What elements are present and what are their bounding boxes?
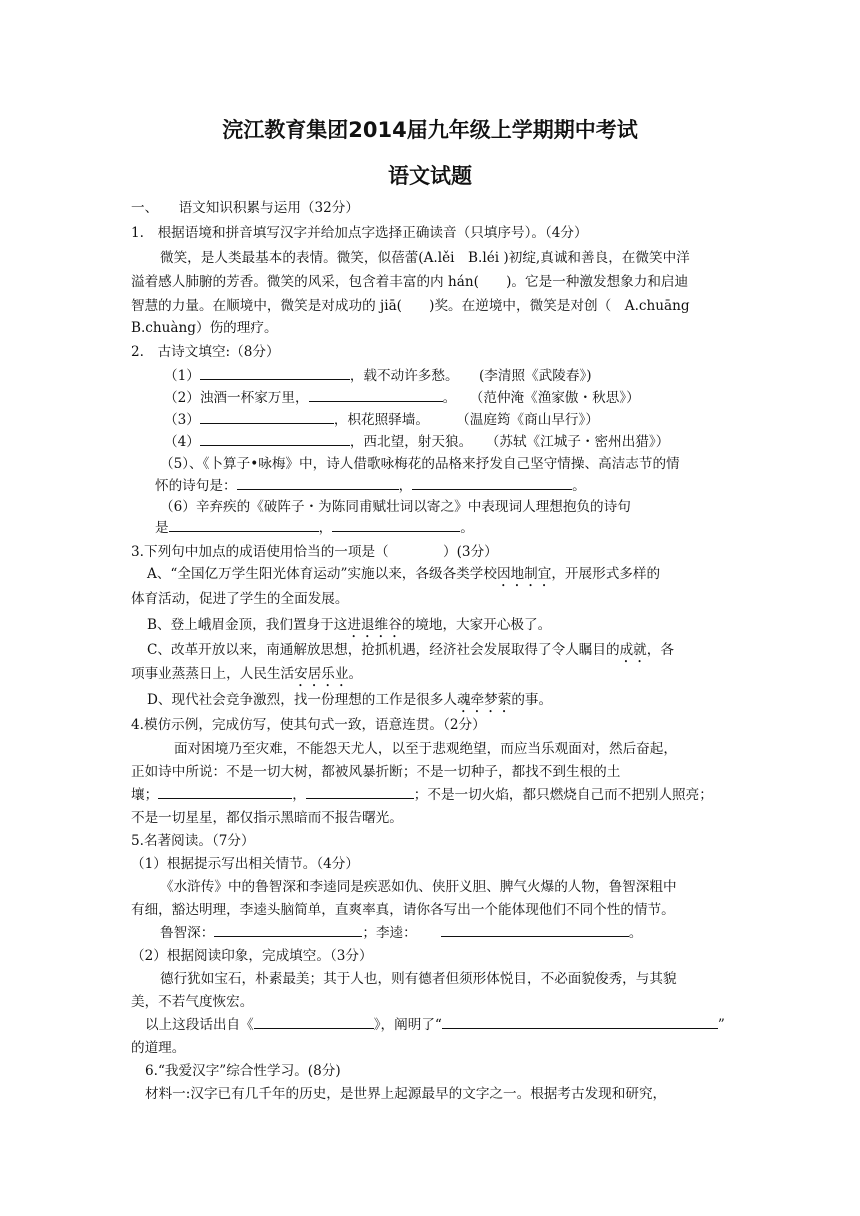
answer-blank[interactable]: [442, 1014, 718, 1029]
poem-line-4: （4） ，西北望，射天狼。 （苏轼《江城子・密州出猎》）: [164, 430, 669, 450]
question-1-passage-line: 微笑，是人类最基本的表情。微笑，似蓓蕾(A.lěi B.léi )初绽,真诚和善良，在微笑中洋: [160, 250, 690, 266]
option-a: A、“全国亿万学生阳光体育运动”实施以来，各级各类学校因地制宜，开展形式多样的: [147, 566, 661, 582]
option-a-cont: 体育活动，促进了学生的全面发展。: [131, 591, 349, 607]
answer-blank[interactable]: [306, 784, 414, 799]
question-5-text: 有细，豁达明理，李逵头脑简单，直爽率真，请你各写出一个能体现他们不同个性的情节。: [131, 902, 675, 918]
question-5-text: 的道理。: [131, 1040, 186, 1056]
question-5-sub-2: （2）根据阅读印象，完成填空。（3分）: [131, 948, 373, 964]
question-5-text: 《水浒传》中的鲁智深和李逵同是疾恶如仇、侠肝义胆、脾气火爆的人物，鲁智深粗中: [160, 879, 677, 895]
poem-line-1: （1） ，载不动许多愁。 (李清照《武陵春》): [164, 364, 592, 384]
answer-blank[interactable]: [200, 365, 350, 380]
question-6-text: 材料一:汉字已有几千年的历史，是世界上起源最早的文字之一。根据考古发现和研究，: [145, 1086, 667, 1102]
question-5-stem: 5.名著阅读。（7分）: [131, 833, 255, 849]
question-5-answer-line: 以上这段话出自《 》，阐明了“ ”: [145, 1013, 725, 1033]
question-1-stem: 1. 根据语境和拼音填写汉字并给加点字选择正确读音（只填序号）。（4分）: [131, 225, 588, 241]
option-d: D、现代社会竞争激烈，找一份理想的工作是很多人魂牵梦萦的事。: [147, 692, 553, 708]
page-title: 浣江教育集团2014届九年级上学期期中考试: [222, 118, 638, 142]
question-3-stem: 3.下列句中加点的成语使用恰当的一项是（ ）(3分）: [131, 544, 498, 560]
section-heading: 一、 语文知识积累与运用（32分）: [131, 200, 359, 216]
question-5-text: 德行犹如宝石，朴素最美；其于人也，则有德者但须形体悦目，不必面貌俊秀，与其貌: [160, 971, 677, 987]
question-6-stem: 6.“我爱汉字”综合性学习。(8分): [145, 1063, 341, 1079]
question-1-passage-line: 溢着感人肺腑的芳香。微笑的风采，包含着丰富的内 hán( )。它是一种激发想象力和启迪: [131, 274, 689, 290]
answer-blank[interactable]: [169, 517, 319, 532]
answer-blank[interactable]: [441, 922, 629, 937]
page-subtitle: 语文试题: [388, 164, 472, 188]
answer-blank[interactable]: [237, 475, 399, 490]
answer-blank[interactable]: [412, 475, 572, 490]
poem-line-2: （2）浊酒一杯家万里， 。 （范仲淹《渔家傲・秋思》）: [164, 386, 640, 406]
question-4-text: 正如诗中所说：不是一切大树，都被风暴折断；不是一切种子，都找不到生根的土: [131, 764, 621, 780]
poem-line-6-answer: 是 ， 。: [155, 516, 474, 536]
dotted-idiom: 因地制宜: [496, 566, 552, 582]
answer-blank[interactable]: [309, 387, 443, 402]
answer-blank[interactable]: [332, 517, 460, 532]
poem-line-6: （6）辛弃疾的《破阵子・为陈同甫赋壮词以寄之》中表现词人理想抱负的诗句: [160, 499, 631, 515]
poem-line-5-answer: 怀的诗句是： ， 。: [155, 474, 586, 494]
question-5-answer-line: 鲁智深： ；李逵： 。: [160, 921, 642, 941]
answer-blank[interactable]: [158, 784, 292, 799]
answer-blank[interactable]: [200, 431, 350, 446]
option-c-cont: 项事业蒸蒸日上，人民生活安居乐业。: [131, 666, 363, 682]
option-b: B、登上峨眉金顶，我们置身于这进退维谷的境地，大家开心极了。: [147, 617, 552, 633]
question-1-passage-line: 智慧的力量。在顺境中，微笑是对成功的 jiā( )奖。在逆境中，微笑是对创（ A.chuāng: [131, 298, 690, 314]
question-1-passage-line: B.chuàng）伤的理疗。: [131, 320, 278, 336]
answer-blank[interactable]: [254, 1014, 374, 1029]
question-2-stem: 2. 古诗文填空:（8分）: [131, 344, 280, 360]
poem-line-3: （3） ，枳花照驿墙。 （温庭筠《商山早行》）: [164, 408, 599, 428]
poem-line-5: （5）、《卜算子•咏梅》中，诗人借歌咏梅花的品格来抒发自己坚守情操、高洁志节的情: [160, 456, 680, 472]
dotted-idiom: 成就: [619, 642, 647, 658]
question-4-answer-line: 壤； ， ；不是一切火焰，都只燃烧自己而不把别人照亮；: [131, 783, 713, 803]
question-4-text: 不是一切星星，都仅指示黑暗而不报告曙光。: [131, 810, 403, 826]
answer-blank[interactable]: [200, 409, 334, 424]
dotted-idiom: 魂牵梦萦: [456, 692, 512, 708]
dotted-idiom: 安居乐业: [294, 666, 349, 682]
question-5-sub-1: （1）根据提示写出相关情节。（4分）: [131, 856, 359, 872]
question-4-stem: 4.模仿示例，完成仿写，使其句式一致，语意连贯。（2分）: [131, 717, 486, 733]
question-4-text: 面对困境乃至灾难，不能怨天尤人，以至于悲观绝望，而应当乐观面对，然后奋起，: [174, 741, 677, 757]
dotted-idiom: 进退维谷: [347, 617, 402, 633]
question-5-text: 美，不若气度恢宏。: [131, 994, 254, 1010]
option-c: C、改革开放以来，南通解放思想，抢抓机遇，经济社会发展取得了令人瞩目的成就，各: [147, 642, 674, 658]
answer-blank[interactable]: [214, 922, 362, 937]
